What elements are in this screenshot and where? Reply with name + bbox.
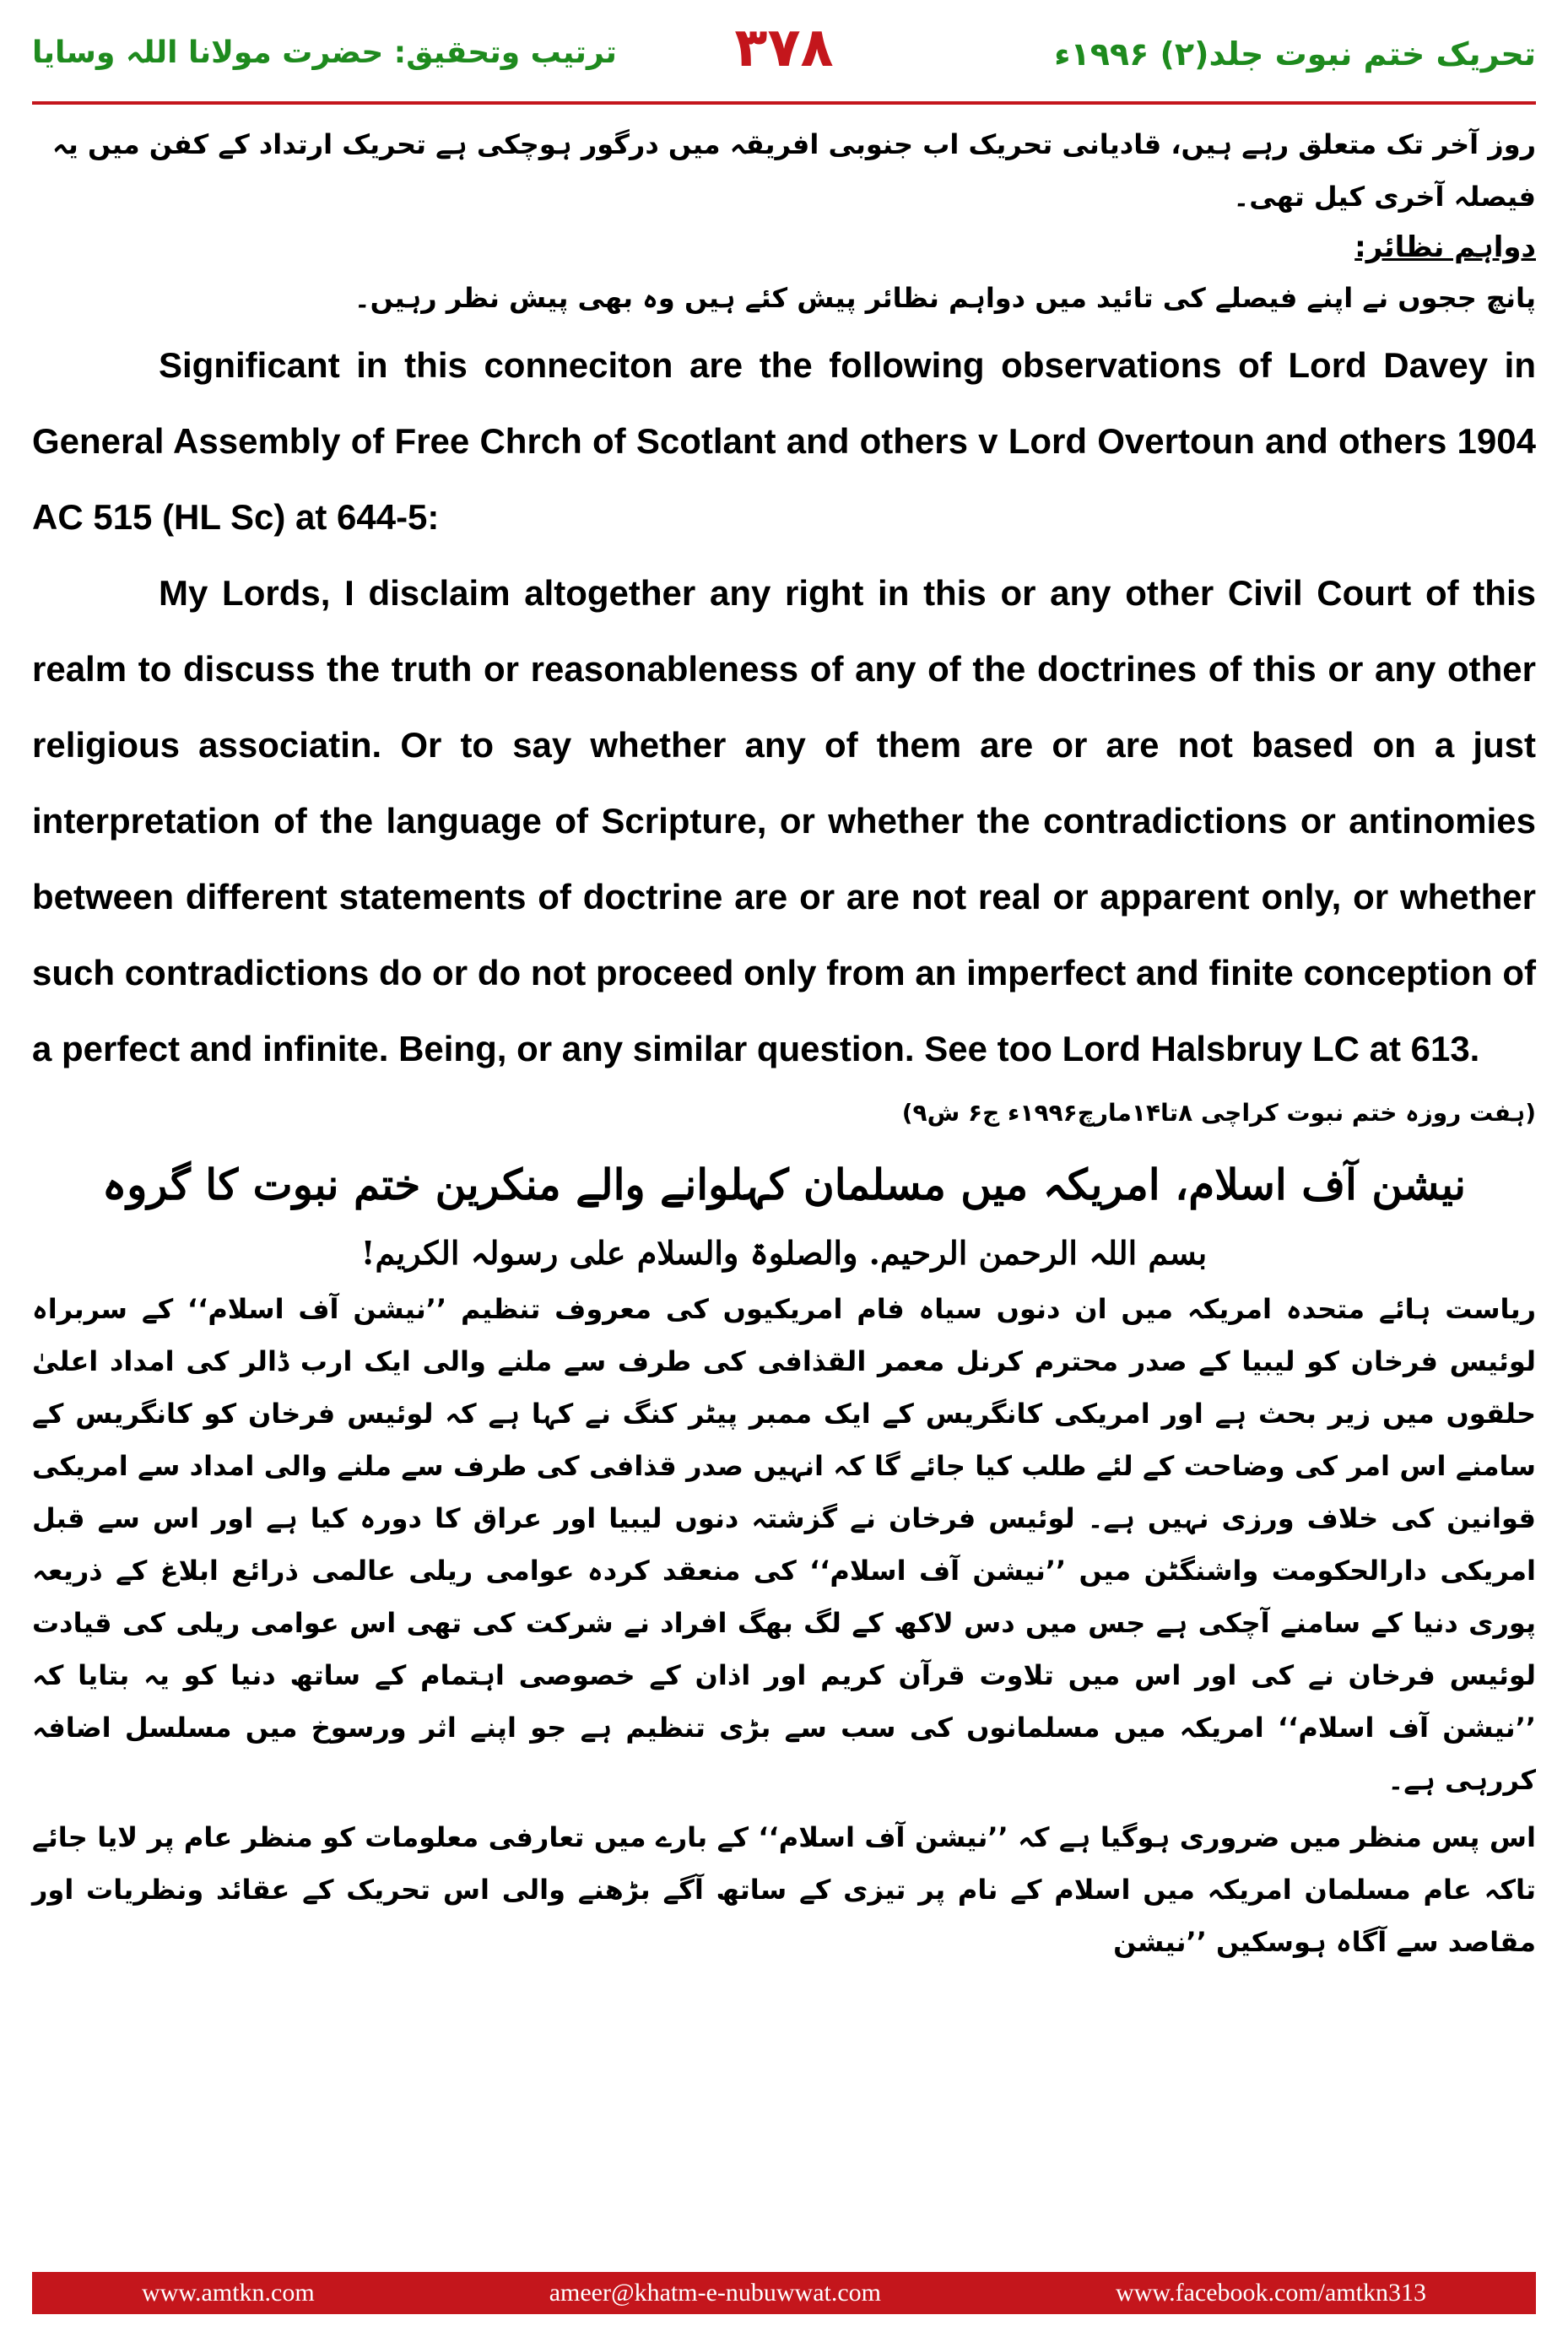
compiler-credit: ترتیب وتحقیق: حضرت مولانا اللہ وسایا bbox=[32, 35, 617, 70]
page-number: ۳۷۸ bbox=[734, 17, 834, 79]
footer-email: ameer@khatm-e-nubuwwat.com bbox=[549, 2279, 882, 2307]
english-quote-body: My Lords, I disclaim altogether any right in this or any other Civil Court of this realm to discuss the truth or reasonableness of any of the doctrines of this or any other religious associatin. Or to say whether any of them are or are not based on a just interpretation of the language of Scripture, or whether the contradictions or antinomies between different statements of doctrine are or are not real or apparent only, or whether such contradictions do or do not proceed only from an imperfect and finite conception of a perfect and infinite. Being, or any similar question. See too Lord Halsbruy LC at 613. bbox=[32, 573, 1536, 1068]
book-title: تحریک ختم نبوت جلد(۲) ۱۹۹۶ء bbox=[1054, 35, 1536, 73]
article-title: نیشن آف اسلام، امریکہ میں مسلمان کہلوانے والے منکرین ختم نبوت کا گروہ bbox=[101, 1160, 1467, 1209]
urdu-paragraph-intro: روز آخر تک متعلق رہے ہیں، قادیانی تحریک اب جنوبی افریقہ میں درگور ہوچکی ہے تحریک ارتداد کے کفن میں یہ فیصلہ آخری کیل تھی۔ bbox=[52, 128, 1536, 213]
citation: (ہفت روزہ ختم نبوت کراچی ۸تا۱۴مارچ۱۹۹۶ء ج۶ ش۹) bbox=[901, 1099, 1536, 1127]
urdu-paragraph-main: ریاست ہائے متحدہ امریکہ میں ان دنوں سیاہ فام امریکیوں کی معروف تنظیم ’’نیشن آف اسلام‘‘ کے سربراہ لوئیس فرخان کو لیبیا کے صدر محترم کرنل معمر القذافی کی طرف سے ملنے والی ایک ارب ڈالر کی امداد اعلیٰ حلقوں میں زیر بحث ہے اور امریکی کانگریس کے ایک ممبر پیٹر کنگ نے کہا ہے کہ لوئیس فرخان کو کانگریس کے سامنے اس امر کی وضاحت کے لئے طلب کیا جائے گا کہ انہیں صدر قذافی کی طرف سے ملنے والی امداد سے امریکی قوانین کی خلاف ورزی نہیں ہے۔ لوئیس فرخان نے گزشتہ دنوں لیبیا اور عراق کا دورہ کیا ہے اور اس سے قبل امریکی دارالحکومت واشنگٹن میں ’’نیشن آف اسلام‘‘ کی منعقد کردہ عوامی ریلی عالمی ذرائع ابلاغ کے ذریعہ پوری دنیا کے سامنے آچکی ہے جس میں دس لاکھ کے لگ بھگ افراد نے شرکت کی تھی اس عوامی ریلی کی قیادت لوئیس فرخان نے کی اور اس میں تلاوت قرآن کریم اور اذان کے خصوصی اہتمام کے ساتھ دنیا کو یہ بتایا کہ ’’نیشن آف اسلام‘‘ امریکہ میں مسلمانوں کی سب سے بڑی تنظیم ہے جو اپنے اثر ورسوخ میں مسلسل اضافہ کررہی ہے۔ bbox=[32, 1293, 1537, 1796]
page-content bbox=[32, 118, 1536, 1968]
english-quote-intro: Significant in this conneciton are the following observations of Lord Davey in General Assembly of Free Chrch of Scotlant and others v Lord Overtoun and others 1904 AC 515 (HL Sc) at 644-5: bbox=[32, 345, 1536, 537]
urdu-paragraph-precedents: پانچ ججوں نے اپنے فیصلے کی تائید میں دواہم نظائر پیش کئے ہیں وہ بھی پیش نظر رہیں۔ bbox=[354, 282, 1536, 314]
section-heading-precedents: دواہم نظائر: bbox=[1354, 230, 1536, 264]
header-divider bbox=[32, 101, 1536, 105]
page-header bbox=[32, 17, 1536, 97]
urdu-paragraph-context: اس پس منظر میں ضروری ہوگیا ہے کہ ’’نیشن آف اسلام‘‘ کے بارے میں تعارفی معلومات کو منظر عام پر لایا جائے تاکہ عام مسلمان امریکہ میں اسلام کے نام پر تیزی کے ساتھ آگے بڑھنے والی اس تحریک کے عقائد ونظریات اور مقاصد سے آگاہ ہوسکیں ’’نیشن bbox=[32, 1821, 1536, 1958]
footer-facebook: www.facebook.com/amtkn313 bbox=[1116, 2279, 1426, 2307]
footer-website: www.amtkn.com bbox=[142, 2279, 315, 2307]
bismillah-line: بسم اللہ الرحمن الرحیم. والصلوۃ والسلام علی رسولہ الکریم! bbox=[360, 1234, 1208, 1272]
page-footer bbox=[32, 2272, 1536, 2314]
